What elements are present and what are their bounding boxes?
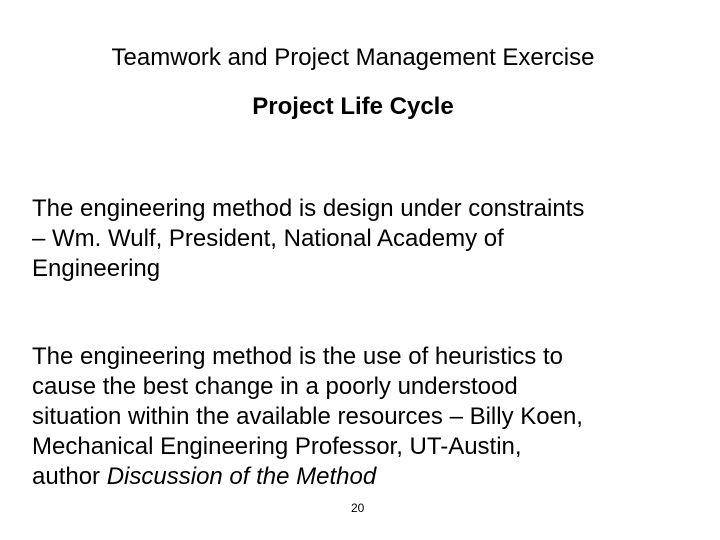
quote-last-line bbox=[32, 462, 692, 492]
quote-line: cause the best change in a poorly understood bbox=[32, 373, 518, 400]
quote-line: Mechanical Engineering Professor, UT-Austin, bbox=[32, 433, 522, 460]
quote-line: Engineering bbox=[32, 255, 161, 282]
page-number: 20 bbox=[351, 501, 365, 515]
quote-line: The engineering method is design under constraints bbox=[32, 195, 585, 222]
quote-koen bbox=[32, 342, 692, 492]
book-title: Discussion of the Method bbox=[106, 463, 377, 490]
author-prefix: author bbox=[32, 463, 107, 490]
slide-subtitle: Project Life Cycle bbox=[252, 93, 454, 120]
quote-wulf bbox=[32, 194, 692, 284]
slide-title: Teamwork and Project Management Exercise bbox=[111, 44, 595, 71]
quote-line: situation within the available resources – Billy Koen, bbox=[32, 403, 583, 430]
quote-line: The engineering method is the use of heuristics to bbox=[32, 343, 563, 370]
quote-line: – Wm. Wulf, President, National Academy of bbox=[32, 225, 504, 252]
